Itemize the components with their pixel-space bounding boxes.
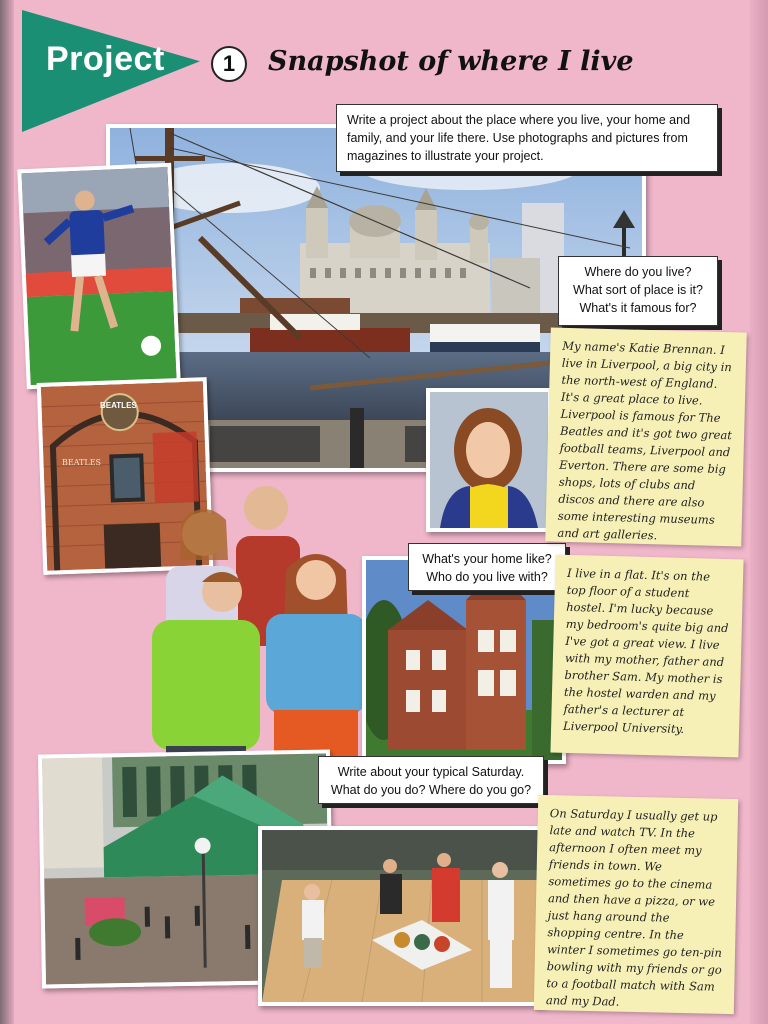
note-my-home: I live in a flat. It's on the top floor of a student hostel. I'm lucky because my bedroom's quite big and I've got a great view. I live with my mother, father and brother Sam. My mother is the hostel warden and my father's a lecturer at Liverpool University. xyxy=(550,555,743,758)
page-title: Snapshot of where I live xyxy=(268,46,634,77)
footballer-photo xyxy=(17,163,180,390)
beatles-sign-text: BEATLES xyxy=(100,401,137,410)
katie-portrait-photo xyxy=(426,388,552,532)
page-edge xyxy=(750,0,768,1024)
project-number: 1 xyxy=(211,46,247,82)
bowling-photo xyxy=(258,826,544,1006)
project-instructions: Write a project about the place where you live, your home and family, and your life there. Use photographs and pictures from magazines to illustrate your project. xyxy=(336,104,718,172)
question-your-home: What's your home like? Who do you live with? xyxy=(408,543,566,591)
beatles-wall-text: BEATLES xyxy=(62,458,102,467)
book-spine xyxy=(0,0,14,1024)
question-typical-saturday: Write about your typical Saturday. What do you do? Where do you go? xyxy=(318,756,544,804)
question-where-do-you-live: Where do you live? What sort of place is it? What's it famous for? xyxy=(558,256,718,326)
section-label: Project xyxy=(46,40,165,78)
note-where-i-live: My name's Katie Brennan. I live in Liverpool, a big city in the north-west of England. It's a great place to live. Liverpool is famous for The Beatles and it's got two great football teams, Liverpool and Everton. There are some big shops, lots of clubs and discos and there are also some interesting museums and art galleries. xyxy=(545,327,747,546)
note-my-saturday: On Saturday I usually get up late and watch TV. In the afternoon I often meet my friends in town. We sometimes go to the cinema and then have a pizza, or we just hang around the shopping centre. In the winter I sometimes go ten-pin bowling with my friends or go to a football match with Sam and my Dad. xyxy=(534,795,738,1014)
